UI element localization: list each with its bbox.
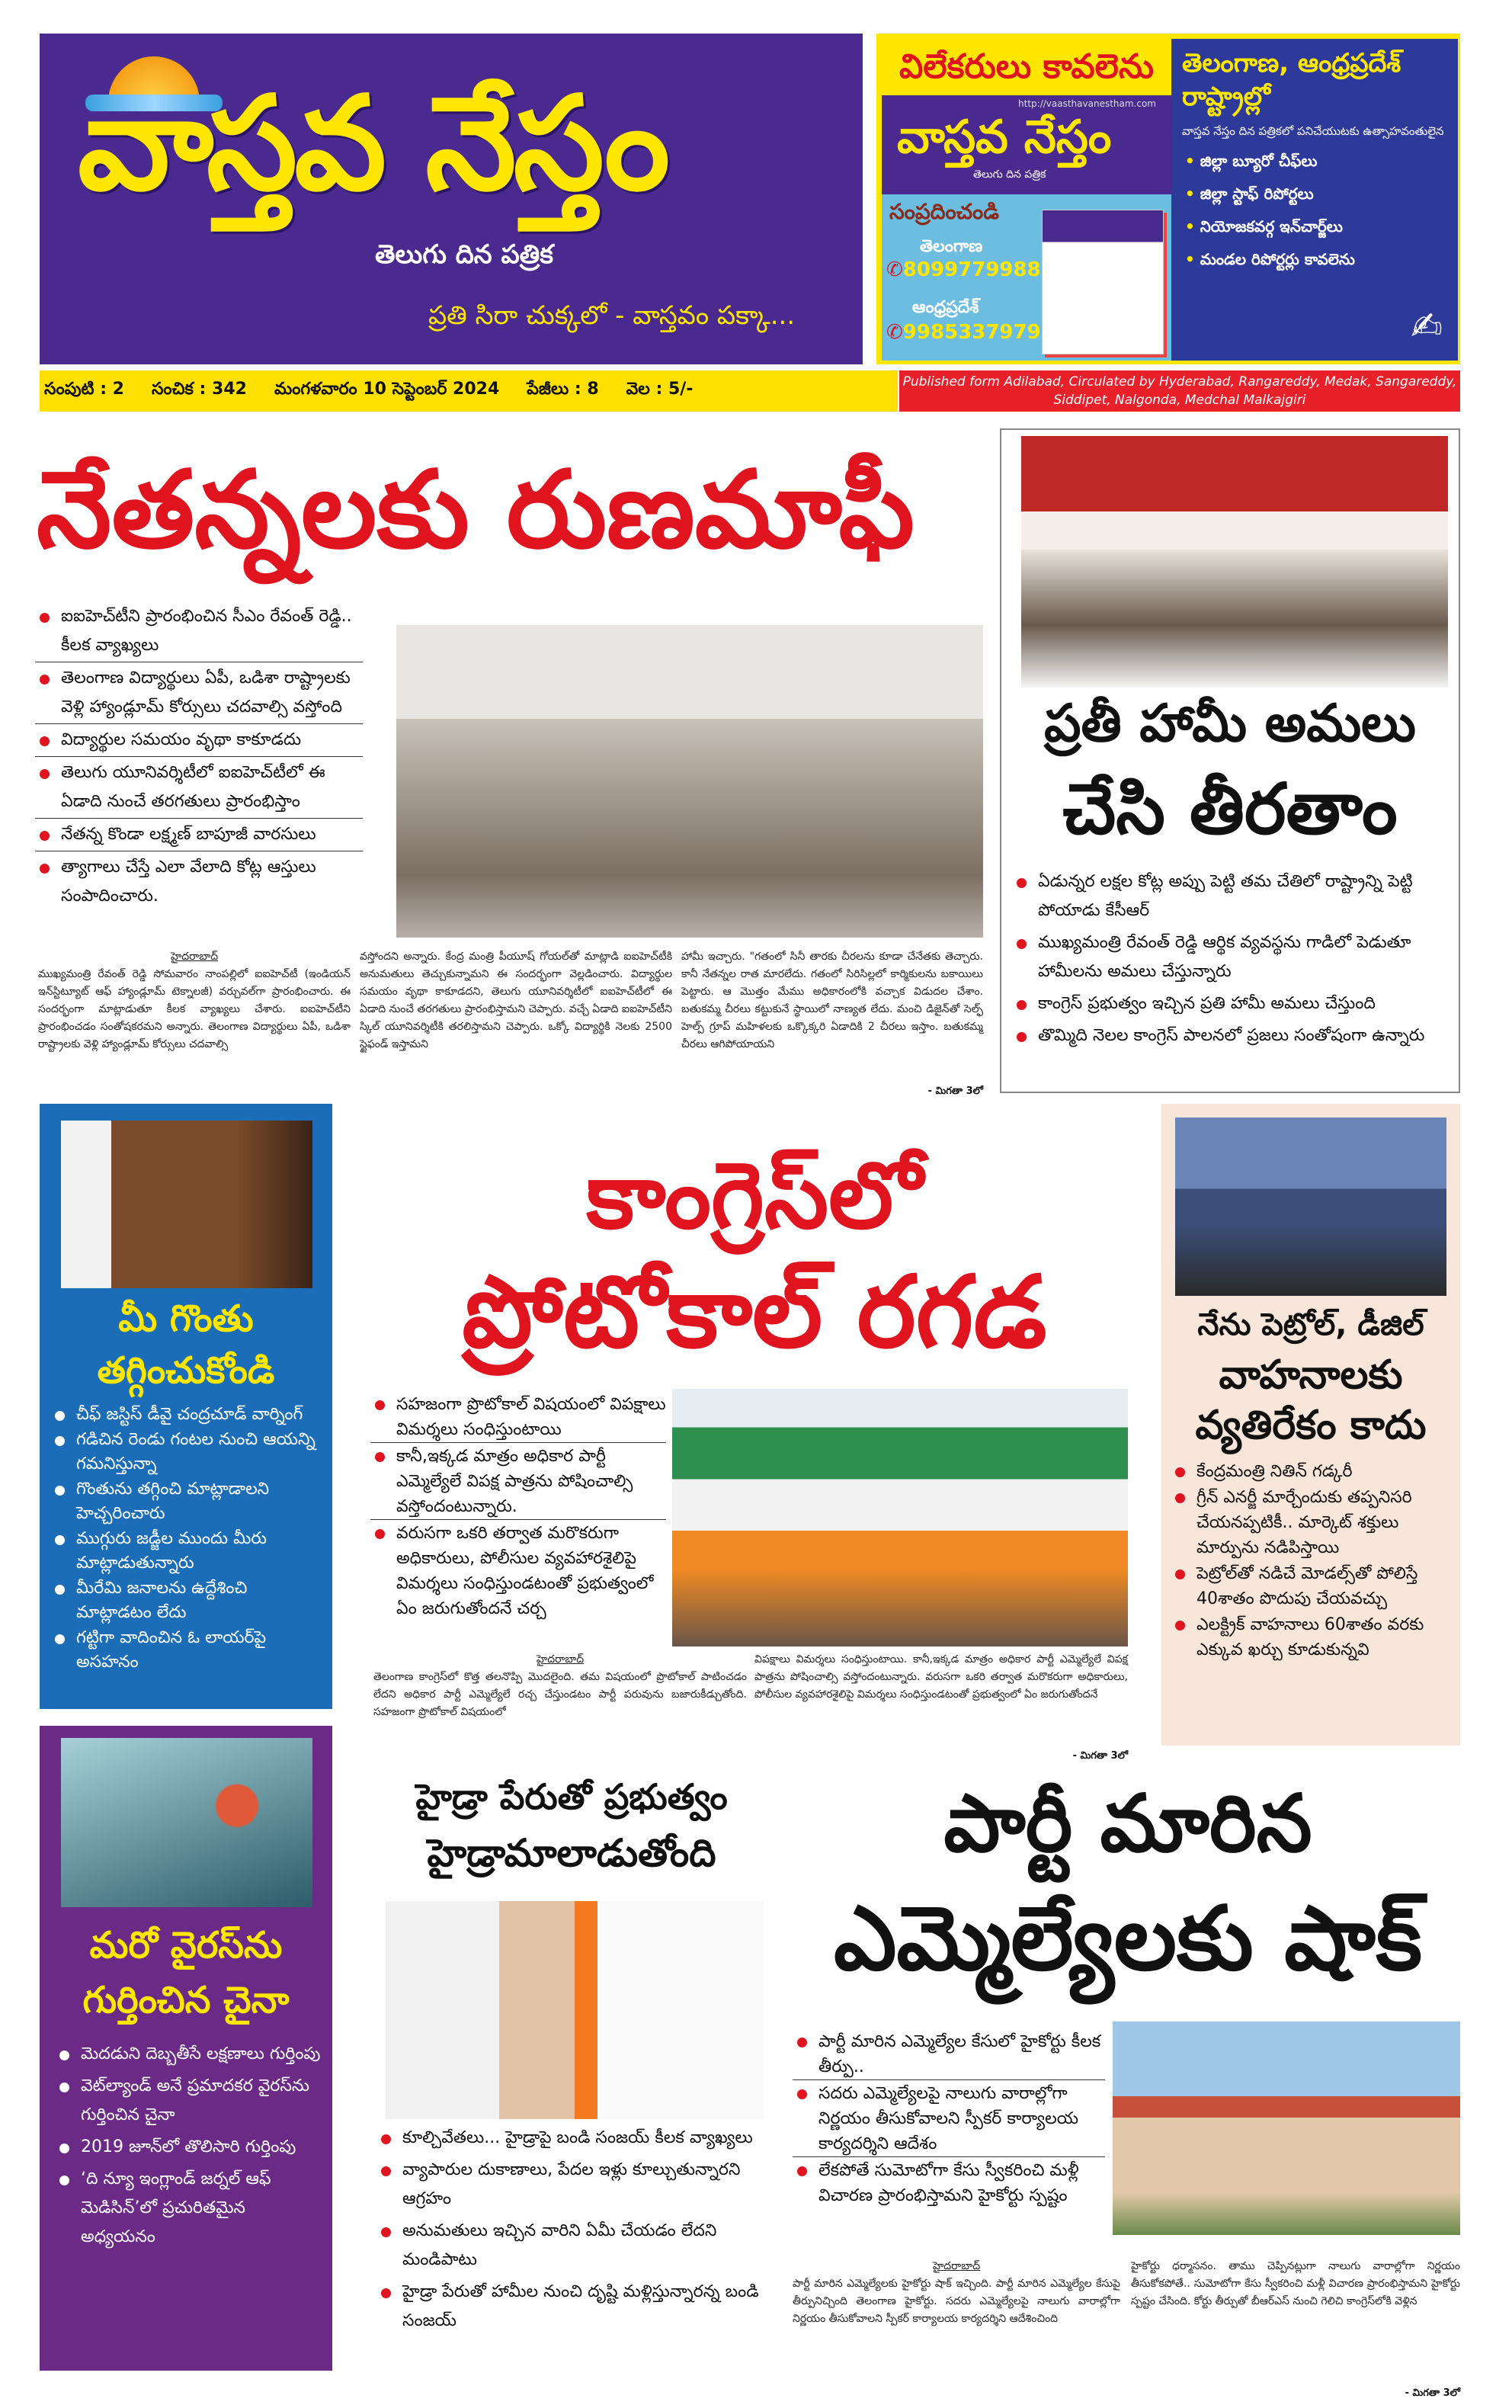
- story-headline[interactable]: కాంగ్రెస్‌లో: [586, 1143, 923, 1249]
- bandi-sanjay-photo: [386, 1901, 764, 2119]
- volume: సంపుటి : 2: [44, 380, 124, 399]
- bullet: పెట్రోల్‌తో నడిచే మోడల్స్‌తో పోలిస్తే 40శాతం పొదుపు చేయవచ్చు: [1171, 1561, 1457, 1611]
- story-body-col1: [373, 1651, 747, 1721]
- recruitment-ad: [876, 34, 1460, 364]
- ad-url: http://vaasthavanestham.com: [1018, 98, 1156, 109]
- bullet: వ్యాపారుల దుకాణాలు, పేదల ఇళ్లు కూల్చుతున్నారని ఆగ్రహం: [376, 2156, 773, 2215]
- ad-right-heading: తెలంగాణ, ఆంధ్రప్రదేశ్ రాష్ట్రాల్లో: [1182, 48, 1401, 113]
- story-headline[interactable]: ప్రతీ హామీ అమలు: [1044, 694, 1416, 754]
- virus-story-box: [40, 1726, 332, 2371]
- ad-details: [1171, 39, 1458, 361]
- phone-telangana[interactable]: [886, 258, 1041, 281]
- newspaper-thumbnail-image: [1042, 210, 1164, 354]
- bullet: మెదడుని దెబ్బతీసే లక్షణాలు గుర్తింపు: [55, 2040, 322, 2070]
- congress-flags-photo: [672, 1389, 1128, 1646]
- ad-logo-subtitle: తెలుగు దిన పత్రిక: [973, 168, 1046, 181]
- tagline: ప్రతి సిరా చుక్కలో - వాస్తవం పక్కా...: [428, 300, 796, 331]
- lead-body-col1: [38, 948, 351, 1053]
- phone-number[interactable]: 8099779988: [902, 258, 1041, 281]
- body-text: ముఖ్యమంత్రి రేవంత్ రెడ్డి సోమవారం నాంపల్లిలో ఐఐహెచ్‌టీ (ఇండియన్ ఇన్‌స్టిట్యూట్ ఆఫ్ హ్యాండ్లూమ్ టెక్నాలజీ) వర్చువల్‌గా ప్రారంభించారు. ఈ సందర్భంగా మాట్లాడుతూ కీలక వ్యాఖ్యలు చేశారు. ఐఐహెచ్‌టీని ప్రారంభించడం సంతోషకరమని అన్నారు. తెలంగాణ విద్యార్థులు ఏపీ, ఒడిశా రాష్ట్రాలకు వెళ్లి హ్యాండ్లూమ్ కోర్సులు చదవాల్సి: [38, 968, 351, 1050]
- story-headline[interactable]: వ్యతిరేకం కాదు: [1195, 1403, 1427, 1448]
- bullet: కేంద్రమంత్రి నితిన్ గడ్కరీ: [1171, 1459, 1457, 1484]
- lead-body-col2: వస్తోందని అన్నారు. కేంద్ర మంత్రి పీయూష్ గోయల్‌తో మాట్లాడి ఐఐహెచ్‌టీకి అనుమతులు తెచ్చుకున్నామని ఈ సందర్భంగా వెల్లడించారు. విద్యార్థుల సమయం వృథా కాకూడదని, తెలుగు యూనివర్శిటీలో ఐఐహెచ్‌టీలో ఈ ఏడాది నుంచే తరగతులు ప్రారంభిస్తామని చెప్పారు. వచ్చే ఏడాది ఐఐహెచ్‌టీని స్కిల్ యూనివర్శిటీకి తరలిస్తామని చెప్పారు. ఒక్కో విద్యార్థికి నెలకు 2500 స్టైఫండ్ ఇస్తామని: [360, 951, 672, 1050]
- bullet: సహజంగా ప్రొటోకాల్ విషయంలో విపక్షాలు విమర్శలు సంధిస్తుంటాయి: [370, 1392, 666, 1443]
- lead-body-col3: హామీ ఇచ్చారు. "గతంలో సినీ తారకు చీరలను కూడా చేనేతకు తెచ్చారు. కానీ నేతన్నల రాత మారలేదు. గతంలో సిరిసిల్లలో కార్మికులను బకాయిలు పెట్టారు. ఆ మొత్తం మేము అధికారంలోకి వచ్చాక విడుదల చేశాం. బతుకమ్మ చీరలు కట్టుకునే స్థాయిలో నాణ్యత లేదు. మంచి డిజైన్‌తో సెల్ఫ్ హెల్ప్ గ్రూప్ మహిళలకు ఒక్కొక్కరి ఏడాదికి 2 చీరలు ఇస్తాం. బతుకమ్మ చీరలు ఆగిపోయాయని: [681, 951, 983, 1050]
- masthead: [40, 34, 863, 364]
- revanth-reddy-event-photo: [396, 625, 983, 938]
- continued-link[interactable]: - మిగతా 3లో: [1405, 2387, 1460, 2399]
- phone-number[interactable]: 9985337979: [902, 321, 1041, 344]
- ad-position: • జిల్లా బ్యూరో చీఫ్‌లు: [1171, 141, 1458, 174]
- story-headline[interactable]: ఎమ్మెల్యేలకు షాక్: [833, 1887, 1423, 1990]
- story-body-col1: [793, 2258, 1120, 2328]
- bullet: కానీ,ఇక్కడ మాత్రం అధికార పార్టీ ఎమ్మెల్యేలే విపక్ష పాత్రను పోషించాల్సి వస్తోందంటున్నారు.: [370, 1444, 666, 1520]
- story-headline[interactable]: చేసి తీరతాం: [1062, 768, 1398, 850]
- story-headline[interactable]: హైడ్రా పేరుతో ప్రభుత్వం: [415, 1776, 728, 1817]
- ad-position: • నియోజకవర్గ ఇన్‌చార్జ్‌లు: [1171, 207, 1458, 239]
- story-headline[interactable]: వాహనాలకు: [1219, 1352, 1403, 1398]
- page-count: పేజీలు : 8: [527, 380, 599, 399]
- story-headline[interactable]: పార్టీ మారిన: [943, 1777, 1312, 1870]
- bullet: లేకపోతే సుమోటోగా కేసు స్వీకరించి మళ్లీ విచారణ ప్రారంభిస్తామని హైకోర్టు స్పష్టం: [793, 2158, 1105, 2208]
- bullet: మీరేమి జనాలను ఉద్దేశించి మాట్లాడటం లేదు: [50, 1576, 328, 1625]
- bullet: చీఫ్ జస్టిస్ డీవై చంద్రచూడ్ వార్నింగ్: [50, 1403, 328, 1427]
- story-headline[interactable]: హైడ్రామాలాడుతోంది: [427, 1831, 716, 1875]
- virus-illustration: [61, 1738, 312, 1907]
- story-body-col2: హైకోర్టు ధర్మాసనం. తాము చెప్పినట్లుగా నాలుగు వారాల్లోగా నిర్ణయం తీసుకోకపోతే.. సుమోటోగా కేసు స్వీకరించి మళ్లీ విచారణ ప్రారంభిస్తామని హైకోర్టు స్పష్టం చేసింది. కోర్టు తీర్పుతో బీఆర్ఎస్ నుంచి గెలిచి కాంగ్రెస్‌లోకి వెళ్లిన: [1131, 2260, 1460, 2307]
- bullet: పార్టీ మారిన ఎమ్మెల్యేల కేసులో హైకోర్టు కీలక తీర్పు..: [793, 2029, 1105, 2080]
- contact-label: సంప్రదించండి: [889, 199, 999, 224]
- ad-position: • జిల్లా స్టాఫ్ రిపోర్టలు: [1171, 174, 1458, 207]
- story-bullets: [55, 2040, 322, 2255]
- story-bullets: [50, 1403, 328, 1675]
- body-text: తెలంగాణ కాంగ్రెస్‌లో కొత్త తలనొప్పి మొదలైంది. తమ విషయంలో ప్రొటోకాల్ పాటించడం లేదని అధికార పార్టీ ఎమ్మెల్యేలే రచ్చ చేస్తుండటం పార్టీ పరువును బజారుకీడ్చుతోంది. సహజంగా ప్రొటోకాల్ విషయంలో: [373, 1671, 747, 1718]
- publication-info: Published form Adilabad, Circulated by Hyderabad, Rangareddy, Medak, Sangareddy, Siddipet, Nalgonda, Medchal Malkajgiri: [899, 370, 1460, 412]
- price: వెల : 5/-: [626, 380, 694, 399]
- dateline: హైదరాబాద్: [536, 1653, 585, 1666]
- story-bullets: [793, 2029, 1105, 2209]
- bullet: ముగ్గురు జడ్జీల ముందు మీరు మాట్లాడుతున్నారు: [50, 1527, 328, 1576]
- ad-intro: వాస్తవ నేస్తం దిన పత్రికలో పనిచేయుటకు ఉత్సాహవంతులైన: [1182, 124, 1444, 139]
- bullet: కూల్చివేతలు... హైడ్రాపై బండి సంజయ్ కీలక వ్యాఖ్యలు: [376, 2124, 773, 2154]
- bullet: విద్యార్థుల సమయం వృథా కాకూడదు: [35, 726, 363, 757]
- high-court-photo: [1113, 2022, 1460, 2235]
- bullet: తెలంగాణ విద్యార్థులు ఏపీ, ఒడిశా రాష్ట్రాలకు వెళ్లి హ్యాండ్లూమ్ కోర్సులు చదవాల్సి వస్తోంది: [35, 664, 363, 724]
- bullet: కాంగ్రెస్ ప్రభుత్వం ఇచ్చిన ప్రతి హామీ అమలు చేస్తుంది: [1012, 989, 1450, 1020]
- issue-number: సంచిక : 342: [151, 380, 247, 399]
- story-headline[interactable]: మరో వైరస్‌ను: [89, 1924, 283, 1967]
- bullet: గొంతును తగ్గించి మాట్లాడాలని హెచ్చరించారు: [50, 1477, 328, 1526]
- lead-headline[interactable]: నేతన్నలకు రుణమాఫీ: [37, 448, 915, 572]
- cji-story-box: [40, 1104, 332, 1709]
- cji-photo: [61, 1121, 312, 1288]
- bullet: గట్టిగా వాదించిన ఓ లాయర్‌పై అసహనం: [50, 1626, 328, 1675]
- bullet: ముఖ్యమంత్రి రేవంత్ రెడ్డి ఆర్థిక వ్యవస్థను గాడిలో పెడుతూ హామీలను అమలు చేస్తున్నారు: [1012, 928, 1450, 988]
- issue-info-bar: [40, 370, 898, 412]
- promise-story-box: [1000, 428, 1460, 1093]
- ad-logo: వాస్తవ నేస్తం: [897, 111, 1112, 164]
- bullet: తెలుగు యూనివర్శిటీలో ఐఐహెచ్‌టీలో ఈ ఏడాది నుంచే తరగతులు ప్రారంభిస్తాం: [35, 758, 363, 819]
- bullet: అనుమతులు ఇచ్చిన వారిని ఏమీ చేయడం లేదని మండిపాటు: [376, 2217, 773, 2276]
- ad-title: విలేకరులు కావలెను: [882, 39, 1171, 95]
- story-bullets: [376, 2124, 773, 2339]
- gadkari-story-box: [1161, 1104, 1460, 1746]
- story-headline[interactable]: గుర్తించిన చైనా: [82, 1979, 290, 2022]
- bullet: ‘ది న్యూ ఇంగ్లాండ్ జర్నల్ ఆఫ్ మెడిసిన్’లో ప్రచురితమైన అధ్యయనం: [55, 2165, 322, 2253]
- story-bullets: [370, 1392, 666, 1622]
- story-headline[interactable]: ప్రోటోకాల్ రగడ: [462, 1254, 1047, 1370]
- bullet: ఐఐహెచ్‌టీని ప్రారంభించిన సీఎం రేవంత్ రెడ్డి.. కీలక వ్యాఖ్యలు: [35, 602, 363, 662]
- issue-date: మంగళవారం 10 సెప్టెంబర్ 2024: [274, 380, 500, 399]
- story-headline[interactable]: తగ్గించుకోండి: [97, 1349, 275, 1392]
- ad-position: • మండల రిపోర్టర్లు కావలెను: [1171, 239, 1458, 272]
- bullet: హైడ్రా పేరుతో హామీల నుంచి దృష్టి మళ్లిస్తున్నారన్న బండి సంజయ్: [376, 2278, 773, 2337]
- phone-icon: ✆: [886, 258, 903, 281]
- bullet: తొమ్మిది నెలల కాంగ్రెస్ పాలనలో ప్రజలు సంతోషంగా ఉన్నారు: [1012, 1021, 1450, 1052]
- bullet: సదరు ఎమ్మెల్యేలపై నాలుగు వారాల్లోగా నిర్ణయం తీసుకోవాలని స్పీకర్ కార్యాలయ కార్యదర్శిని ఆదేశం: [793, 2081, 1105, 2157]
- ad-contact: [882, 194, 1171, 361]
- story-headline[interactable]: నేను పెట్రోల్, డీజిల్: [1197, 1307, 1424, 1342]
- logo-subtitle: తెలుగు దిన పత్రిక: [375, 239, 553, 270]
- story-headline[interactable]: మీ గొంతు: [118, 1297, 254, 1340]
- bullet: నేతన్న కొండా లక్ష్మణ్ బాపూజీ వారసులు: [35, 820, 363, 851]
- bullet: గ్రీన్ ఎనర్జీ మార్చేందుకు తప్పనిసరి చేయనప్పటికీ.. మార్కెట్ శక్తులు మార్పును నడిపిస్తాయి: [1171, 1485, 1457, 1560]
- body-text: పార్టీ మారిన ఎమ్మెల్యేలకు హైకోర్టు షాక్ ఇచ్చింది. పార్టీ మారిన ఎమ్మెల్యేల కేసుపై తీర్పునిచ్చింది తెలంగాణ హైకోర్టు. సదరు ఎమ్మెల్యేలపై నాలుగు వారాల్లోగా నిర్ణయం తీసుకోవాలని స్పీకర్ కార్యాలయ కార్యదర్శిని ఆదేశించింది: [793, 2278, 1120, 2325]
- pen-hand-icon: ✍: [1411, 304, 1443, 348]
- story-bullets: [1171, 1459, 1457, 1663]
- bullet: ఏడున్నర లక్షల కోట్ల అప్పు పెట్టి తమ చేతిలో రాష్ట్రాన్ని పెట్టి పోయాడు కేసీఆర్: [1012, 867, 1450, 927]
- continued-link[interactable]: - మిగతా 3లో: [1072, 1750, 1128, 1762]
- bullet: వరుసగా ఒకరి తర్వాత మరొకరుగా అధికారులు, పోలీసుల వ్యవహారశైలిపై విమర్శలు సంధిస్తుండటంతో ప్రభుత్వంలో ఏం జరుగుతోందనే చర్చ: [370, 1521, 666, 1621]
- lead-bullets: [35, 602, 363, 914]
- dateline: హైదరాబాద్: [932, 2260, 981, 2272]
- bullet: ఎలక్ట్రిక్ వాహనాలు 60శాతం వరకు ఎక్కువ ఖర్చు కూడుకున్నవి: [1171, 1612, 1457, 1663]
- bullet: 2019 జూన్‌లో తొలిసారి గుర్తింపు: [55, 2133, 322, 2163]
- state-andhra: ఆంధ్రప్రదేశ్: [912, 298, 979, 317]
- minister-press-photo: [1021, 436, 1448, 688]
- phone-andhra[interactable]: [886, 321, 1041, 344]
- bullet: గడిచిన రెండు గంటల నుంచి ఆయన్ని గమనిస్తున్నా: [50, 1428, 328, 1477]
- continued-link[interactable]: - మిగతా 3లో: [927, 1085, 983, 1097]
- story-body-col2: విపక్షాలు విమర్శలు సంధిస్తుంటాయి. కానీ,ఇక్కడ మాత్రం అధికార పార్టీ ఎమ్మెల్యేలే విపక్ష పాత్రను పోషించాల్సి వస్తోందంటున్నారు. వరుసగా ఒకరి తర్వాత మరొకరుగా అధికారులు, పోలీసుల వ్యవహారశైలిపై విమర్శలు సంధిస్తుండటంతో ప్రభుత్వంలో ఏం జరుగుతోందనే: [754, 1653, 1128, 1701]
- phone-icon: ✆: [886, 321, 903, 344]
- dateline: హైదరాబాద్: [170, 951, 219, 963]
- state-telangana: తెలంగాణ: [920, 237, 983, 256]
- bullet: వెట్‌ల్యాండ్ అనే ప్రమాదకర వైరస్‌ను గుర్తించిన చైనా: [55, 2072, 322, 2131]
- story-bullets: [1012, 867, 1450, 1053]
- gadkari-photo: [1175, 1117, 1446, 1296]
- bullet: త్యాగాలు చేస్తే ఎలా వేలాది కోట్ల ఆస్తులు సంపాదించారు.: [35, 853, 363, 912]
- ad-logo-block: [882, 95, 1171, 194]
- newspaper-logo[interactable]: వాస్తవ నేస్తం: [78, 69, 668, 220]
